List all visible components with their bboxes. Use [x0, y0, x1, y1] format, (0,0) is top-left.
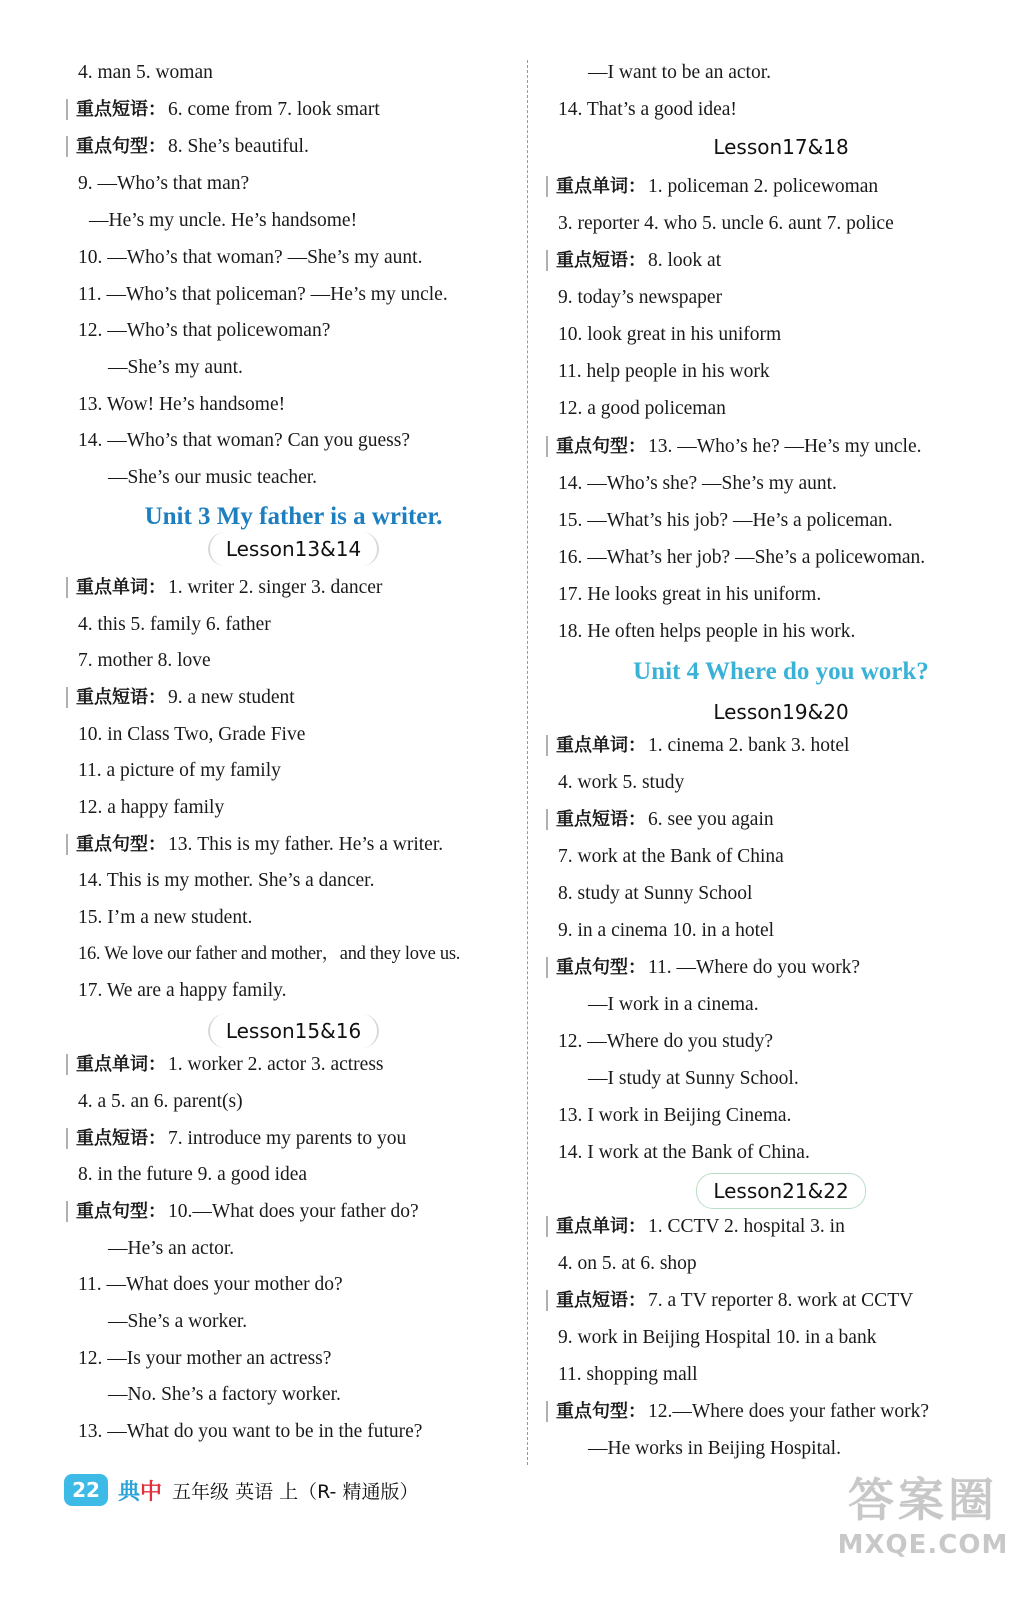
- line-text: 1. writer 2. singer 3. dancer: [168, 577, 383, 598]
- lesson-label: Lesson19&20: [713, 700, 849, 724]
- key-phrases-tag: 重点短语：: [546, 1290, 646, 1311]
- text-line: 14. —Who’s that woman? Can you guess?: [78, 430, 410, 451]
- line-text: 1. policeman 2. policewoman: [648, 176, 879, 197]
- text-line: 7. mother 8. love: [78, 650, 211, 671]
- key-words-line: [66, 569, 521, 606]
- key-sentences-line: [546, 1393, 1016, 1430]
- text-line: 11. —Who’s that policeman? —He’s my uncle.: [78, 284, 448, 305]
- text-line: —He works in Beijing Hospital.: [588, 1438, 841, 1459]
- text-line: —He’s my uncle. He’s handsome!: [89, 210, 358, 231]
- text-line: —He’s an actor.: [108, 1238, 235, 1259]
- text-line: 11. a picture of my family: [78, 760, 281, 781]
- line-text: 8. She’s beautiful.: [168, 136, 309, 157]
- text-line: —I work in a cinema.: [588, 994, 759, 1015]
- line-text: 13. This is my father. He’s a writer.: [168, 834, 444, 855]
- line-text: 11. —Where do you work?: [648, 957, 861, 978]
- lesson-21-22-heading: [546, 1173, 1016, 1207]
- line-text: 8. look at: [648, 250, 722, 271]
- key-words-line: [546, 168, 1016, 205]
- key-sentences-tag: 重点句型：: [66, 1201, 166, 1222]
- text-line: 12. a good policeman: [558, 398, 726, 419]
- text-line: 13. Wow! He’s handsome!: [78, 394, 286, 415]
- text-line: —She’s our music teacher.: [108, 467, 318, 488]
- text-line: —No. She’s a factory worker.: [108, 1384, 341, 1405]
- key-sentences-tag: 重点句型：: [66, 136, 166, 157]
- page-number-badge: 22: [64, 1474, 108, 1506]
- text-line: 11. shopping mall: [558, 1364, 698, 1385]
- text-line: 14. —Who’s she? —She’s my aunt.: [558, 473, 837, 494]
- key-sentences-line: [66, 826, 521, 863]
- key-phrases-line: [546, 242, 1016, 279]
- text-line: 11. —What does your mother do?: [78, 1274, 343, 1295]
- line-text: 12.—Where does your father work?: [648, 1401, 930, 1422]
- text-line: 18. He often helps people in his work.: [558, 621, 856, 642]
- line-text: 13. —Who’s he? —He’s my uncle.: [648, 436, 922, 457]
- key-phrases-line: [546, 801, 1016, 838]
- line-text: 1. cinema 2. bank 3. hotel: [648, 735, 850, 756]
- text-line: 12. —Who’s that policewoman?: [78, 320, 331, 341]
- lesson-17-18-heading: [546, 130, 1016, 164]
- text-line: 7. work at the Bank of China: [558, 846, 784, 867]
- key-words-tag: 重点单词：: [546, 1216, 646, 1237]
- text-line: 8. in the future 9. a good idea: [78, 1164, 308, 1185]
- text-line: 12. a happy family: [78, 797, 225, 818]
- text-line: 12. —Where do you study?: [558, 1031, 773, 1052]
- text-line: 4. on 5. at 6. shop: [558, 1253, 697, 1274]
- watermark: [834, 1470, 1012, 1560]
- text-line: 14. This is my mother. She’s a dancer.: [78, 870, 375, 891]
- key-phrases-tag: 重点短语：: [546, 250, 646, 271]
- key-words-tag: 重点单词：: [66, 577, 166, 598]
- key-phrases-tag: 重点短语：: [66, 1128, 166, 1149]
- key-phrases-line: [66, 1120, 521, 1157]
- text-line: 14. That’s a good idea!: [558, 99, 737, 120]
- text-line: 4. this 5. family 6. father: [78, 614, 271, 635]
- unit-4-heading: Unit 4 Where do you work?: [633, 658, 929, 685]
- line-text: 7. a TV reporter 8. work at CCTV: [648, 1290, 914, 1311]
- text-line: 9. —Who’s that man?: [78, 173, 250, 194]
- watermark-logo: 答案圈: [848, 1473, 998, 1527]
- text-line: 4. man 5. woman: [78, 62, 213, 83]
- text-line: —I study at Sunny School.: [588, 1068, 799, 1089]
- key-sentences-line: [66, 1193, 521, 1230]
- text-line: 17. We are a happy family.: [78, 980, 287, 1001]
- key-phrases-tag: 重点短语：: [66, 99, 166, 120]
- text-line: 3. reporter 4. who 5. uncle 6. aunt 7. police: [558, 213, 894, 234]
- lesson-label: Lesson17&18: [713, 135, 849, 159]
- key-sentences-line: [546, 949, 1016, 986]
- key-phrases-line: [546, 1282, 1016, 1319]
- text-line: 14. I work at the Bank of China.: [558, 1142, 810, 1163]
- text-line: 13. —What do you want to be in the future?: [78, 1421, 423, 1442]
- column-divider: [527, 60, 528, 1465]
- key-words-tag: 重点单词：: [546, 735, 646, 756]
- key-sentences-tag: 重点句型：: [546, 436, 646, 457]
- lesson-19-20-heading: [546, 695, 1016, 729]
- text-line: 4. a 5. an 6. parent(s): [78, 1091, 243, 1112]
- line-text: 9. a new student: [168, 687, 295, 708]
- line-text: 10.—What does your father do?: [168, 1201, 419, 1222]
- page-footer: [64, 1472, 418, 1508]
- text-line: 16. We love our father and mother，and they love us.: [78, 944, 461, 964]
- unit-3-heading: Unit 3 My father is a writer.: [144, 503, 443, 530]
- book-title: 五年级 英语 上（R- 精通版）: [172, 1480, 419, 1503]
- key-phrases-line: [66, 91, 521, 128]
- text-line: —She’s a worker.: [108, 1311, 248, 1332]
- text-line: 15. —What’s his job? —He’s a policeman.: [558, 510, 893, 531]
- text-line: —She’s my aunt.: [108, 357, 243, 378]
- text-line: 11. help people in his work: [558, 361, 770, 382]
- text-line: 13. I work in Beijing Cinema.: [558, 1105, 792, 1126]
- key-words-tag: 重点单词：: [546, 176, 646, 197]
- text-line: 12. —Is your mother an actress?: [78, 1348, 332, 1369]
- line-text: 7. introduce my parents to you: [168, 1128, 407, 1149]
- key-words-line: [546, 727, 1016, 764]
- text-line: 15. I’m a new student.: [78, 907, 253, 928]
- key-phrases-line: [66, 679, 521, 716]
- text-line: 17. He looks great in his uniform.: [558, 584, 822, 605]
- key-sentences-tag: 重点句型：: [66, 834, 166, 855]
- brand-part-1: 典: [118, 1479, 141, 1505]
- line-text: 1. CCTV 2. hospital 3. in: [648, 1216, 845, 1237]
- key-sentences-line: [546, 428, 1016, 465]
- brand-logo: [118, 1475, 162, 1506]
- key-sentences-tag: 重点句型：: [546, 1401, 646, 1422]
- text-line: —I want to be an actor.: [588, 62, 772, 83]
- brand-part-2: 中: [140, 1479, 163, 1505]
- watermark-url: MXQE.COM: [837, 1530, 1009, 1560]
- key-sentences-tag: 重点句型：: [546, 957, 646, 978]
- lesson-label: Lesson13&14: [208, 532, 379, 566]
- line-text: 6. come from 7. look smart: [168, 99, 380, 120]
- key-phrases-tag: 重点短语：: [546, 809, 646, 830]
- key-words-tag: 重点单词：: [66, 1054, 166, 1075]
- text-line: 10. in Class Two, Grade Five: [78, 724, 306, 745]
- key-words-line: [546, 1208, 1016, 1245]
- key-words-line: [66, 1046, 521, 1083]
- text-line: 9. today’s newspaper: [558, 287, 723, 308]
- lesson-label: Lesson15&16: [208, 1014, 379, 1048]
- text-line: 4. work 5. study: [558, 772, 685, 793]
- key-phrases-tag: 重点短语：: [66, 687, 166, 708]
- text-line: 8. study at Sunny School: [558, 883, 753, 904]
- lesson-13-14-heading: [66, 532, 521, 566]
- text-line: 16. —What’s her job? —She’s a policewoman.: [558, 547, 926, 568]
- lesson-label: Lesson21&22: [696, 1173, 865, 1209]
- key-sentences-line: [66, 128, 521, 165]
- text-line: 9. in a cinema 10. in a hotel: [558, 920, 775, 941]
- text-line: 10. look great in his uniform: [558, 324, 782, 345]
- line-text: 1. worker 2. actor 3. actress: [168, 1054, 384, 1075]
- text-line: 9. work in Beijing Hospital 10. in a bank: [558, 1327, 877, 1348]
- line-text: 6. see you again: [648, 809, 774, 830]
- text-line: 10. —Who’s that woman? —She’s my aunt.: [78, 247, 423, 268]
- lesson-15-16-heading: [66, 1014, 521, 1048]
